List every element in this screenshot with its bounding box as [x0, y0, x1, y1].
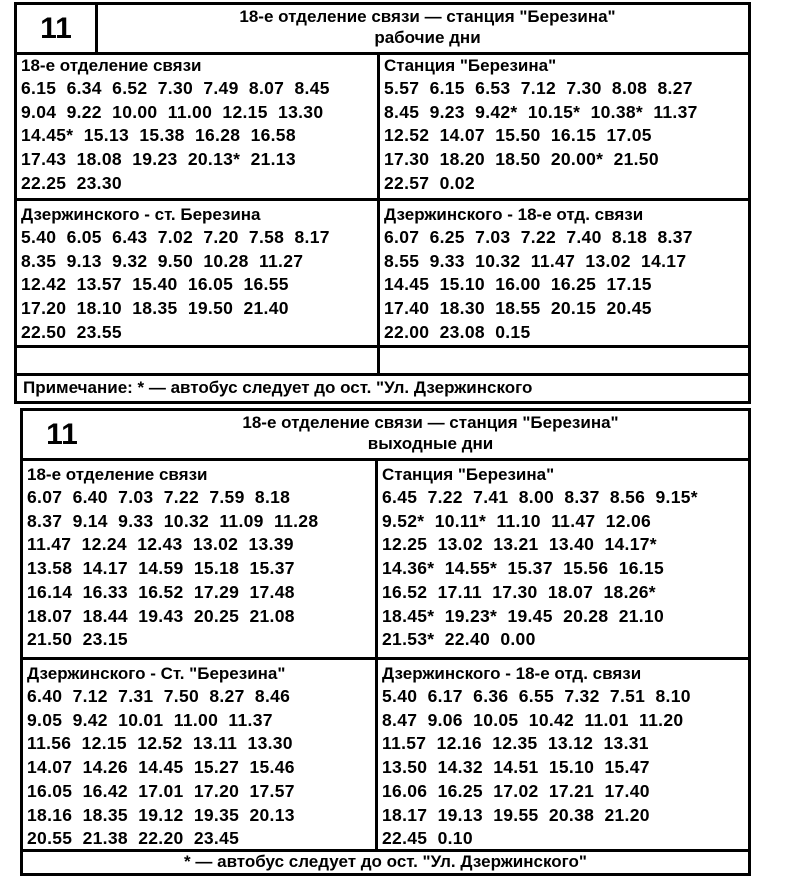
times-line: 14.45 15.10 16.00 16.25 17.15	[384, 274, 652, 295]
route-title: 18-е отделение связи — станция "Березина"	[239, 7, 616, 26]
section-heading: 18-е отделение связи	[27, 465, 208, 484]
times-line: 11.47 12.24 12.43 13.02 13.39	[27, 534, 294, 555]
times-line: 22.50 23.55	[21, 321, 122, 342]
section-heading: Станция "Березина"	[384, 56, 557, 75]
section-heading: Станция "Березина"	[382, 465, 555, 484]
section-heading: Дзержинского - Ст. "Березина"	[27, 664, 286, 683]
section-dzerzhinskogo-to-station	[17, 201, 379, 345]
day-type: рабочие дни	[374, 28, 481, 47]
times-line: 9.52* 10.11* 11.10 11.47 12.06	[382, 510, 652, 531]
times-line: 5.40 6.17 6.36 6.55 7.32 7.51 8.10	[382, 686, 691, 706]
route-number: 11	[46, 417, 78, 451]
times-line: 17.43 18.08 19.23 20.13* 21.13	[21, 149, 296, 170]
row-divider	[17, 345, 748, 348]
times-line: 18.16 18.35 19.12 19.35 20.13	[27, 804, 295, 825]
footnote: Примечание: * — автобус следует до ост. "Ул. Дзержинского	[23, 378, 533, 397]
section-dzerzhinskogo-to-post-office	[378, 660, 748, 851]
times-line: 14.45* 15.13 15.38 16.28 16.58	[21, 125, 296, 146]
times-line: 6.45 7.22 7.41 8.00 8.37 8.56 9.15*	[382, 487, 698, 507]
times-line: 18.45* 19.23* 19.45 20.28 21.10	[382, 605, 664, 626]
times-line: 11.56 12.15 12.52 13.11 13.30	[27, 733, 293, 754]
times-line: 17.40 18.30 18.55 20.15 20.45	[384, 298, 652, 319]
section-from-post-office	[17, 52, 379, 196]
times-line: 18.07 18.44 19.43 20.25 21.08	[27, 605, 295, 626]
section-heading: Дзержинского - 18-е отд. связи	[384, 205, 644, 224]
times-line: 12.42 13.57 15.40 16.05 16.55	[21, 274, 289, 295]
times-line: 9.05 9.42 10.01 11.00 11.37	[27, 709, 273, 730]
times-line: 14.07 14.26 14.45 15.27 15.46	[27, 757, 295, 778]
day-type: выходные дни	[367, 434, 494, 453]
times-line: 16.14 16.33 16.52 17.29 17.48	[27, 581, 295, 602]
route-number: 11	[17, 5, 98, 52]
times-line: 6.07 6.40 7.03 7.22 7.59 8.18	[27, 487, 291, 507]
times-line: 8.55 9.33 10.32 11.47 13.02 14.17	[384, 250, 687, 271]
times-line: 8.45 9.23 9.42* 10.15* 10.38* 11.37	[384, 101, 698, 122]
times-line: 18.17 19.13 19.55 20.38 21.20	[382, 804, 650, 825]
schedule-header	[17, 5, 748, 55]
row-divider	[17, 373, 748, 376]
section-heading: Дзержинского - 18-е отд. связи	[382, 664, 642, 683]
times-line: 6.07 6.25 7.03 7.22 7.40 8.18 8.37	[384, 227, 693, 247]
times-line: 12.25 13.02 13.21 13.40 14.17*	[382, 534, 657, 555]
times-line: 13.50 14.32 14.51 15.10 15.47	[382, 757, 650, 778]
times-line: 16.05 16.42 17.01 17.20 17.57	[27, 780, 295, 801]
times-line: 16.06 16.25 17.02 17.21 17.40	[382, 780, 650, 801]
times-line: 14.36* 14.55* 15.37 15.56 16.15	[382, 558, 664, 579]
section-dzerzhinskogo-to-post-office	[380, 201, 748, 345]
route-title: 18-е отделение связи — станция "Березина"	[242, 413, 619, 432]
section-heading: 18-е отделение связи	[21, 56, 202, 75]
times-line: 11.57 12.16 12.35 13.12 13.31	[382, 733, 649, 754]
times-line: 20.55 21.38 22.20 23.45	[27, 828, 240, 849]
times-line: 21.53* 22.40 0.00	[382, 629, 536, 650]
times-line: 22.00 23.08 0.15	[384, 321, 531, 342]
times-line: 22.25 23.30	[21, 172, 122, 193]
times-line: 8.35 9.13 9.32 9.50 10.28 11.27	[21, 250, 304, 271]
times-line: 22.57 0.02	[384, 172, 475, 193]
schedule-weekdays	[14, 2, 751, 404]
times-line: 17.20 18.10 18.35 19.50 21.40	[21, 298, 289, 319]
times-line: 13.58 14.17 14.59 15.18 15.37	[27, 558, 295, 579]
times-line: 6.40 7.12 7.31 7.50 8.27 8.46	[27, 686, 291, 706]
times-line: 6.15 6.34 6.52 7.30 7.49 8.07 8.45	[21, 78, 330, 98]
schedule-title	[137, 6, 718, 48]
schedule-header	[23, 411, 748, 461]
times-line: 12.52 14.07 15.50 16.15 17.05	[384, 125, 652, 146]
times-line: 21.50 23.15	[27, 629, 128, 650]
times-line: 17.30 18.20 18.50 20.00* 21.50	[384, 149, 659, 170]
times-line: 22.45 0.10	[382, 828, 473, 849]
times-line: 5.57 6.15 6.53 7.12 7.30 8.08 8.27	[384, 78, 693, 98]
section-dzerzhinskogo-to-station	[23, 660, 377, 851]
schedule-weekends	[20, 408, 751, 876]
times-line: 8.47 9.06 10.05 10.42 11.01 11.20	[382, 709, 684, 730]
times-line: 9.04 9.22 10.00 11.00 12.15 13.30	[21, 101, 324, 122]
section-from-station	[378, 461, 748, 652]
section-from-post-office	[23, 461, 377, 652]
section-heading: Дзержинского - ст. Березина	[21, 205, 261, 224]
footnote: * — автобус следует до ост. "Ул. Дзержинского"	[184, 852, 587, 871]
times-line: 5.40 6.05 6.43 7.02 7.20 7.58 8.17	[21, 227, 330, 247]
times-line: 8.37 9.14 9.33 10.32 11.09 11.28	[27, 510, 319, 531]
schedule-title	[143, 412, 718, 454]
times-line: 16.52 17.11 17.30 18.07 18.26*	[382, 581, 656, 602]
section-from-station	[380, 52, 748, 196]
